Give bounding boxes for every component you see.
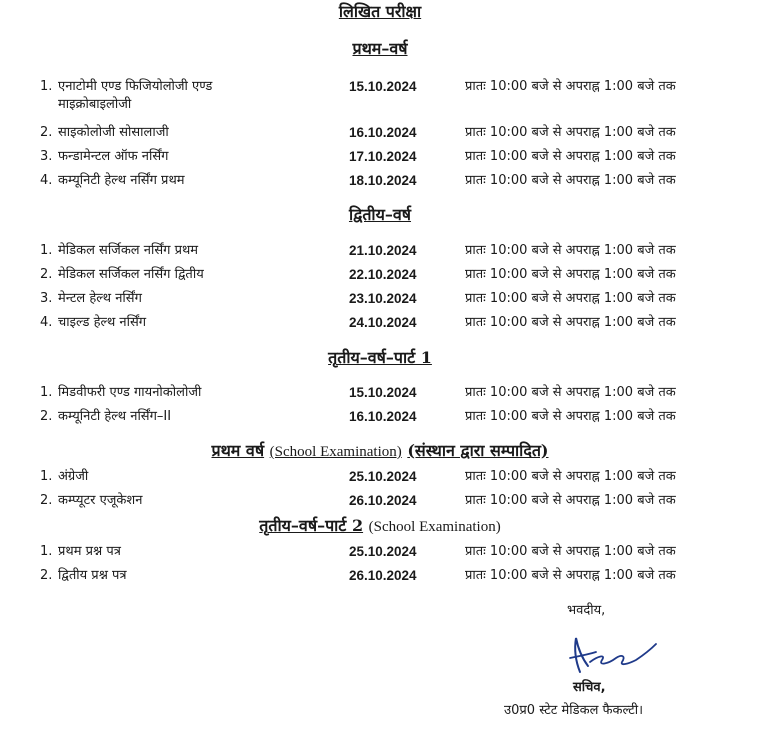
exam-time: प्रातः 10:00 बजे से अपराह्न 1:00 बजे तक <box>465 315 676 330</box>
exam-row <box>0 314 760 336</box>
subject-name <box>40 124 320 142</box>
exam-row <box>0 290 760 312</box>
exam-row <box>0 266 760 288</box>
document-title <box>0 2 760 22</box>
exam-time: प्रातः 10:00 बजे से अपराह्न 1:00 बजे तक <box>465 243 676 258</box>
row-number: 1. <box>40 469 53 484</box>
exam-row <box>0 543 760 565</box>
exam-time: प्रातः 10:00 बजे से अपराह्न 1:00 बजे तक <box>465 544 676 559</box>
subject-text: एनाटोमी एण्ड फिजियोलोजी एण्ड <box>58 79 213 94</box>
section-heading-text: तृतीय–वर्ष–पार्ट 2 <box>259 516 364 535</box>
subject-name <box>40 314 320 332</box>
exam-date: 25.10.2024 <box>349 469 417 484</box>
exam-row <box>0 78 760 120</box>
row-number: 2. <box>40 493 53 508</box>
subject-name <box>40 468 320 486</box>
subject-name <box>40 242 320 260</box>
exam-date: 17.10.2024 <box>349 149 417 164</box>
exam-time: प्रातः 10:00 बजे से अपराह्न 1:00 बजे तक <box>465 568 676 583</box>
subject-text: अंग्रेजी <box>58 469 89 484</box>
exam-date: 26.10.2024 <box>349 568 417 583</box>
subject-name <box>40 492 320 510</box>
exam-date: 21.10.2024 <box>349 243 417 258</box>
exam-row <box>0 242 760 264</box>
exam-date: 15.10.2024 <box>349 79 417 94</box>
subject-text: प्रथम प्रश्न पत्र <box>58 544 121 559</box>
row-number: 2. <box>40 409 53 424</box>
row-number: 1. <box>40 544 53 559</box>
section-heading-first-year-school <box>0 441 760 462</box>
section-heading-text: द्वितीय–वर्ष <box>348 205 412 224</box>
subject-text: चाइल्ड हेल्थ नर्सिंग <box>58 315 147 330</box>
row-number: 3. <box>40 291 53 306</box>
exam-date: 18.10.2024 <box>349 173 417 188</box>
row-number: 3. <box>40 149 53 164</box>
subject-text: मेडिकल सर्जिकल नर्सिंग प्रथम <box>58 243 199 258</box>
exam-date: 22.10.2024 <box>349 267 417 282</box>
subject-name <box>40 408 320 426</box>
subject-text: कम्यूनिटी हेल्थ नर्सिंग–II <box>58 409 172 424</box>
section-heading-third-year-part-1 <box>0 348 760 368</box>
exam-time: प्रातः 10:00 बजे से अपराह्न 1:00 बजे तक <box>465 149 676 164</box>
subject-text: मिडवीफरी एण्ड गायनोकोलोजी <box>58 385 202 400</box>
section-heading-latin: (School Examination) <box>368 519 501 535</box>
section-heading-text: प्रथम वर्ष <box>211 441 265 460</box>
exam-time: प्रातः 10:00 बजे से अपराह्न 1:00 बजे तक <box>465 125 676 140</box>
exam-row <box>0 468 760 490</box>
row-number: 2. <box>40 125 53 140</box>
row-number: 4. <box>40 315 53 330</box>
exam-date: 25.10.2024 <box>349 544 417 559</box>
exam-row <box>0 567 760 589</box>
subject-name <box>40 172 320 190</box>
section-heading-latin: (School Examination) <box>269 444 402 460</box>
row-number: 1. <box>40 385 53 400</box>
subject-name <box>40 384 320 402</box>
closing-regards: भवदीय, <box>567 603 606 618</box>
exam-row <box>0 492 760 514</box>
title-text: लिखित परीक्षा <box>338 2 422 21</box>
subject-text: मेडिकल सर्जिकल नर्सिंग द्वितीय <box>58 267 204 282</box>
section-heading-text: प्रथम–वर्ष <box>352 39 408 58</box>
exam-time: प्रातः 10:00 बजे से अपराह्न 1:00 बजे तक <box>465 79 676 94</box>
exam-date: 16.10.2024 <box>349 125 417 140</box>
subject-text: फन्डामेन्टल ऑफ नर्सिंग <box>58 149 169 164</box>
row-number: 2. <box>40 568 53 583</box>
exam-row <box>0 148 760 170</box>
row-number: 1. <box>40 79 53 94</box>
section-heading-text: तृतीय–वर्ष–पार्ट 1 <box>328 348 432 367</box>
exam-date: 23.10.2024 <box>349 291 417 306</box>
section-heading-first-year <box>0 39 760 59</box>
exam-time: प्रातः 10:00 बजे से अपराह्न 1:00 बजे तक <box>465 173 676 188</box>
section-heading-tail: (संस्थान द्वारा सम्पादित) <box>407 441 549 460</box>
row-number: 1. <box>40 243 53 258</box>
subject-text: साइकोलोजी सोसालाजी <box>58 125 169 140</box>
section-heading-second-year <box>0 205 760 225</box>
subject-name <box>40 567 320 585</box>
subject-name <box>40 266 320 284</box>
row-number: 2. <box>40 267 53 282</box>
exam-date: 24.10.2024 <box>349 315 417 330</box>
subject-text-continued: माइक्रोबाइलोजी <box>58 97 132 112</box>
section-heading-third-year-part-2 <box>0 516 760 537</box>
exam-date: 26.10.2024 <box>349 493 417 508</box>
signatory-organization: उ0प्र0 स्टेट मेडिकल फैकल्टी। <box>504 703 644 718</box>
exam-row <box>0 384 760 406</box>
exam-row <box>0 124 760 146</box>
row-number: 4. <box>40 173 53 188</box>
exam-time: प्रातः 10:00 बजे से अपराह्न 1:00 बजे तक <box>465 385 676 400</box>
exam-time: प्रातः 10:00 बजे से अपराह्न 1:00 बजे तक <box>465 469 676 484</box>
subject-name <box>40 290 320 308</box>
subject-name <box>40 148 320 166</box>
subject-name <box>40 78 320 114</box>
exam-time: प्रातः 10:00 बजे से अपराह्न 1:00 बजे तक <box>465 409 676 424</box>
exam-time: प्रातः 10:00 बजे से अपराह्न 1:00 बजे तक <box>465 267 676 282</box>
subject-text: द्वितीय प्रश्न पत्र <box>58 568 127 583</box>
exam-row <box>0 172 760 194</box>
exam-date: 16.10.2024 <box>349 409 417 424</box>
exam-time: प्रातः 10:00 बजे से अपराह्न 1:00 बजे तक <box>465 493 676 508</box>
exam-time: प्रातः 10:00 बजे से अपराह्न 1:00 बजे तक <box>465 291 676 306</box>
subject-text: कम्यूनिटी हेल्थ नर्सिंग प्रथम <box>58 173 185 188</box>
signatory-designation: सचिव, <box>573 680 606 695</box>
exam-date: 15.10.2024 <box>349 385 417 400</box>
signature-image <box>566 632 658 676</box>
exam-row <box>0 408 760 430</box>
subject-name <box>40 543 320 561</box>
subject-text: कम्प्यूटर एजूकेशन <box>58 493 143 508</box>
subject-text: मेन्टल हेल्थ नर्सिंग <box>58 291 142 306</box>
